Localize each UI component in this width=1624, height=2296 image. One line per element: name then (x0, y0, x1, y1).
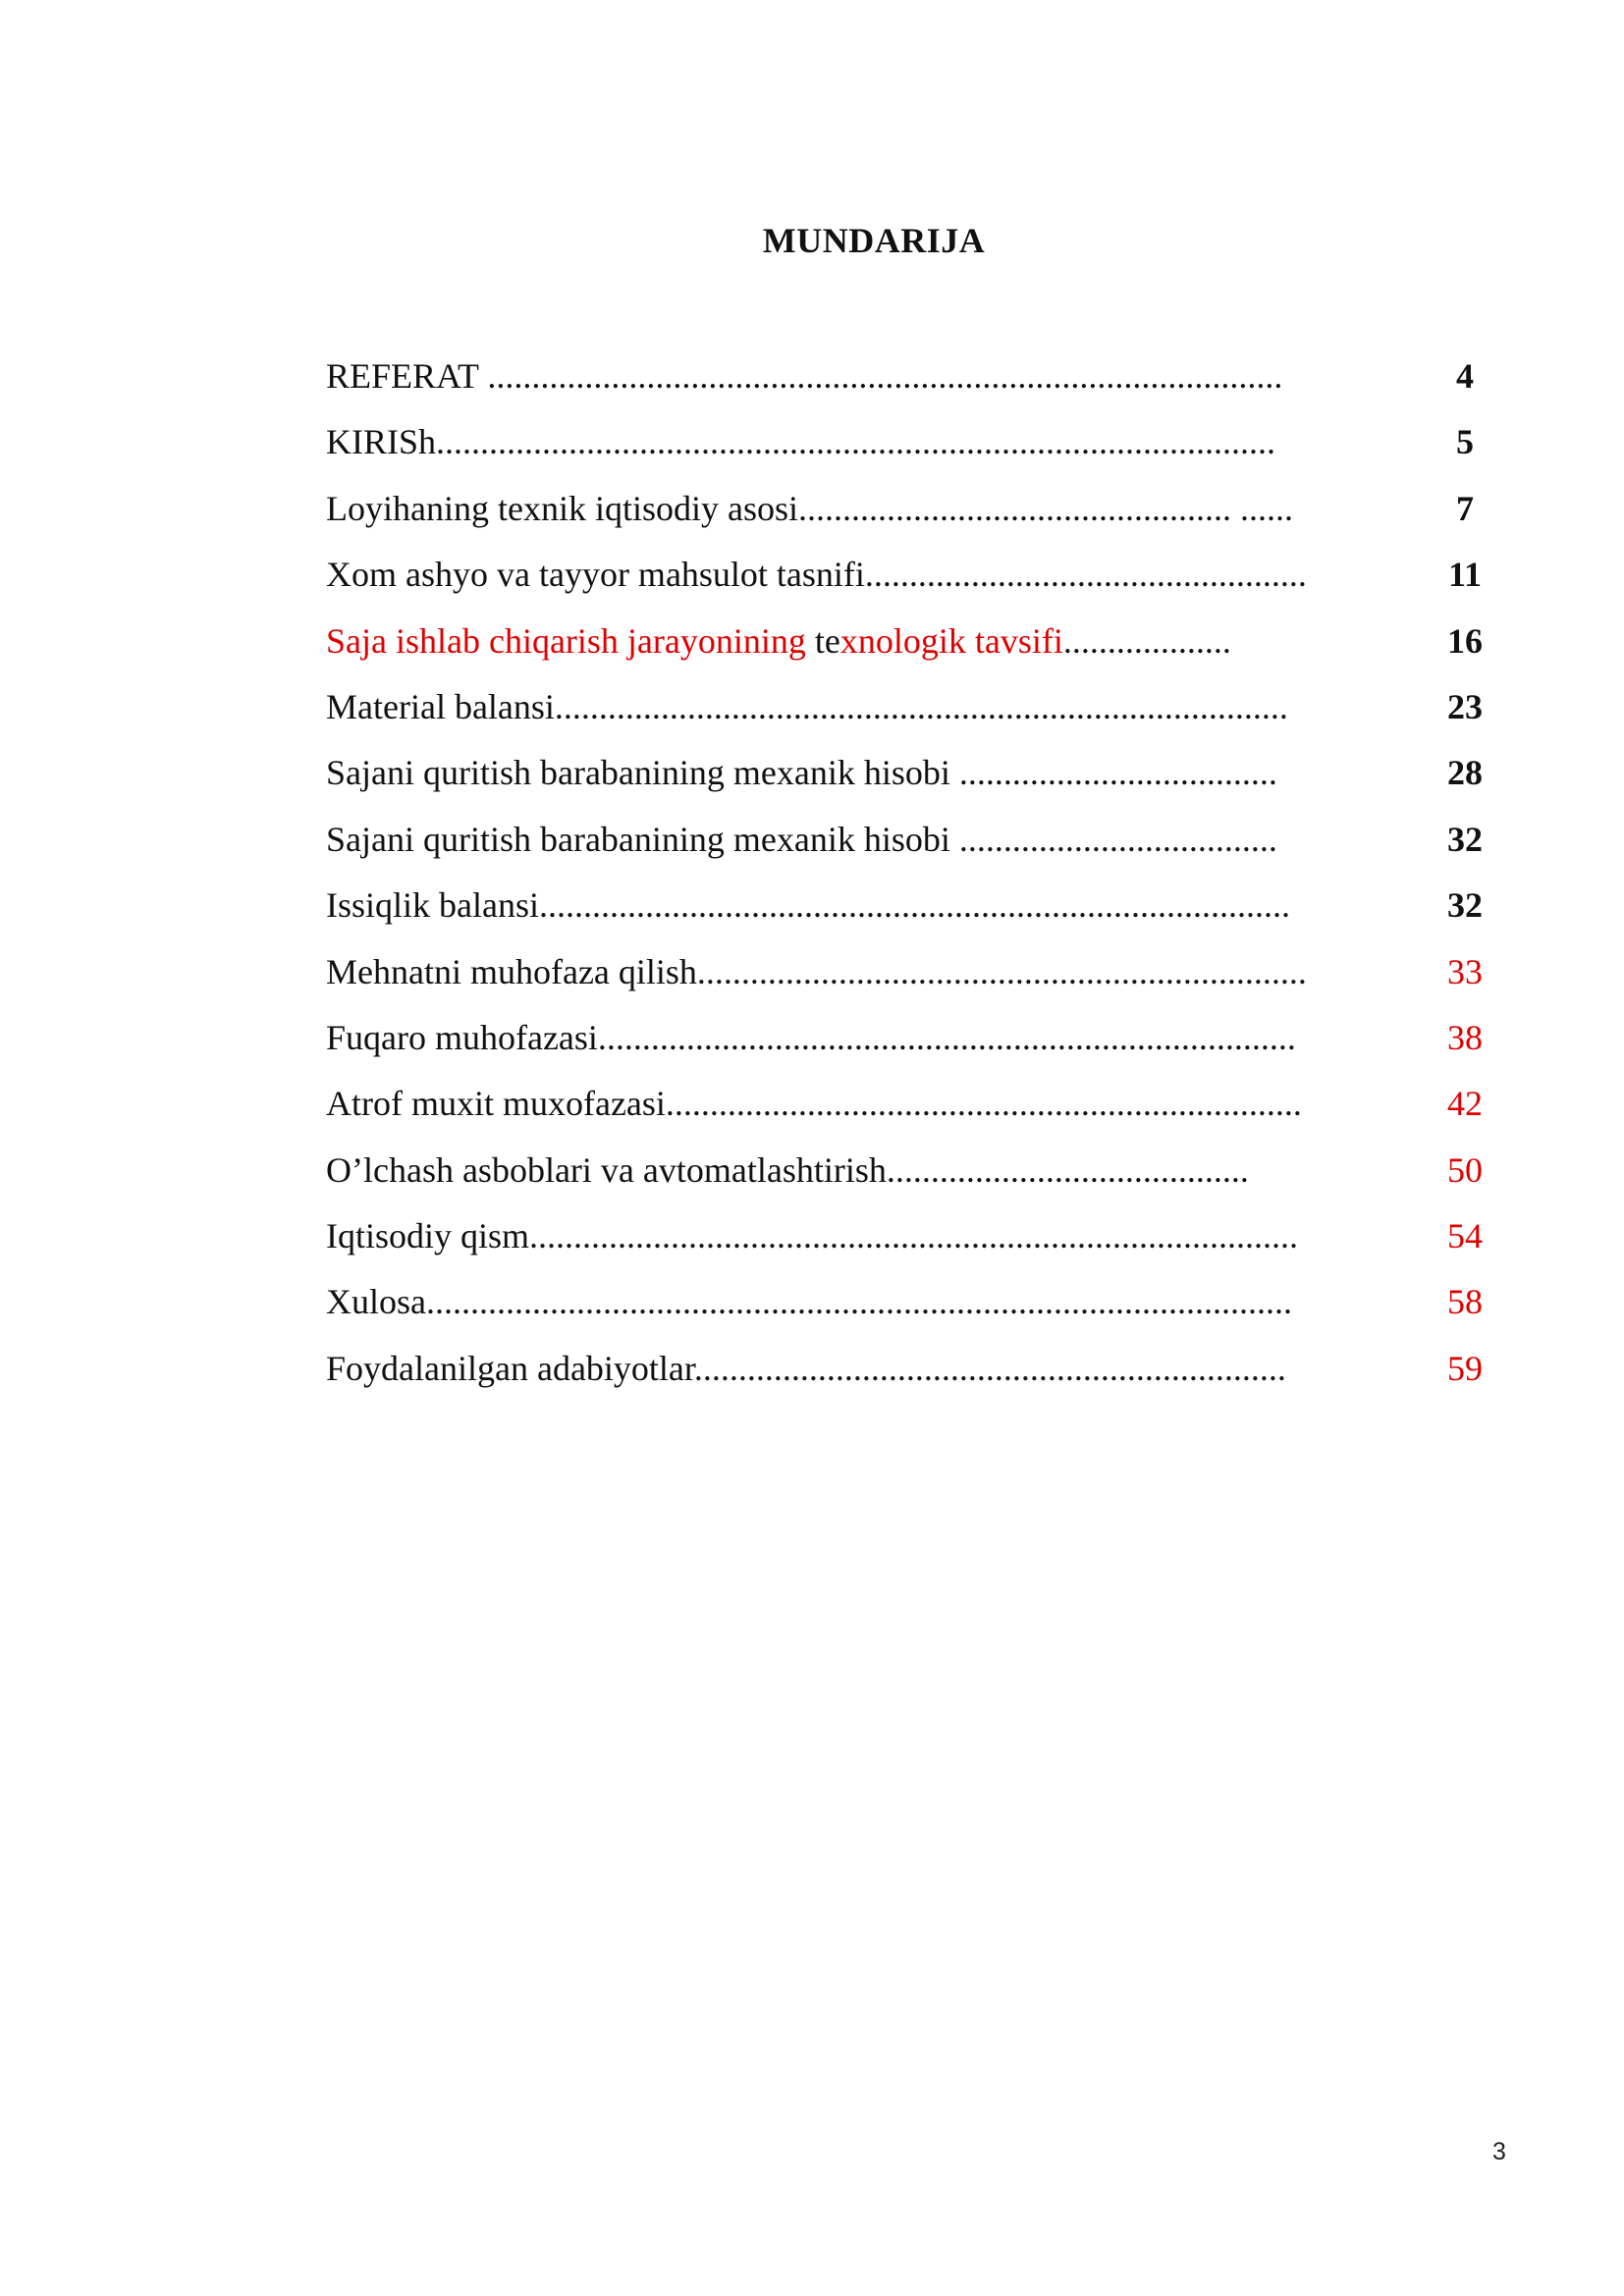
toc-entry (326, 344, 1504, 409)
toc-entry-page: 4 (1456, 356, 1474, 396)
toc-entry-label-segment: REFERAT .......................................................................................... (326, 356, 1283, 396)
toc-entry (326, 873, 1504, 938)
toc-entry-page: 7 (1456, 488, 1474, 528)
toc-entry-page: 58 (1447, 1282, 1483, 1322)
toc-entry (326, 1269, 1504, 1335)
toc-entry-label (326, 344, 1282, 409)
toc-entry-page: 5 (1456, 422, 1474, 462)
toc-entry-label-segment: Atrof muxit muxofazasi........................................................................ (326, 1084, 1302, 1124)
toc-entry-label-segment: Fuqaro muhofazasi............................................................................... (326, 1017, 1296, 1057)
toc-entry-label-segment: KIRISh............................................................................................... (326, 422, 1276, 462)
toc-entry-label (326, 609, 1231, 674)
toc-entry-label (326, 1138, 1249, 1203)
toc-entry (326, 1203, 1504, 1269)
toc-entry-label-segment: xnologik tavsifi (839, 620, 1063, 661)
toc-entry-label (326, 807, 1277, 873)
toc-entry-label (326, 939, 1307, 1005)
toc-entry-label (326, 674, 1288, 740)
toc-entry (326, 476, 1504, 542)
toc-entry-label-segment: ................... (1062, 620, 1231, 661)
toc-entry-label (326, 1005, 1296, 1071)
toc-entry-page: 32 (1447, 819, 1483, 859)
toc-entry (326, 609, 1504, 674)
toc-entry-label-segment: Loyihaning texnik iqtisodiy asosi................................................. ...... (326, 488, 1293, 528)
toc-entry-label (326, 740, 1277, 806)
toc-entry-page: 38 (1447, 1017, 1483, 1057)
toc-entry-label-segment: Xulosa.................................................................................................. (326, 1282, 1292, 1322)
toc-entry-label (326, 1336, 1286, 1402)
toc-entry (326, 409, 1504, 475)
toc-entry-label (326, 409, 1275, 475)
page-title: MUNDARIJA (762, 221, 986, 260)
toc-entry-page: 33 (1447, 951, 1483, 991)
toc-entry-page: 11 (1447, 555, 1482, 595)
toc-entry-label-segment: Iqtisodiy qism....................................................................................... (326, 1216, 1299, 1256)
toc-entry-label (326, 1071, 1302, 1137)
toc-entry-label-segment: Saja ishlab chiqarish jarayonining (326, 620, 815, 661)
toc-entry-page: 23 (1447, 686, 1483, 726)
toc-entry-page: 54 (1447, 1216, 1483, 1256)
toc-entry-label (326, 542, 1307, 608)
toc-entry-label-segment: Foydalanilgan adabiyotlar................................................................... (326, 1348, 1286, 1388)
toc-entry (326, 939, 1504, 1005)
page-number: 3 (1492, 2138, 1506, 2165)
toc-entry-page: 42 (1447, 1084, 1483, 1124)
toc-entry-page: 50 (1447, 1149, 1483, 1190)
toc-entry (326, 740, 1504, 806)
toc-entry-label-segment: O’lchash asboblari va avtomatlashtirish......................................... (326, 1149, 1249, 1190)
toc-entry-label-segment: Sajani quritish barabanining mexanik hisobi .................................... (326, 819, 1277, 859)
toc-entry (326, 674, 1504, 740)
toc-entry (326, 807, 1504, 873)
toc-entry-page: 16 (1447, 620, 1483, 661)
toc-entry (326, 1005, 1504, 1071)
toc-entry-label-segment: te (814, 620, 840, 661)
toc-entry-label-segment: Material balansi................................................................................... (326, 686, 1288, 726)
toc-entry-page: 32 (1447, 885, 1483, 926)
toc-entry (326, 1071, 1504, 1137)
toc-entry-label-segment: Issiqlik balansi..................................................................................... (326, 885, 1290, 926)
toc-entry-label (326, 1203, 1298, 1269)
toc-entry-label (326, 873, 1290, 938)
toc-entry-label-segment: Sajani quritish barabanining mexanik hisobi .................................... (326, 753, 1277, 793)
toc-entry (326, 1138, 1504, 1203)
toc-entry-page: 59 (1447, 1348, 1483, 1388)
toc-entry (326, 542, 1504, 608)
table-of-contents (326, 344, 1504, 1402)
toc-entry-label-segment: Mehnatni muhofaza qilish..................................................................... (326, 951, 1307, 991)
toc-entry-label (326, 476, 1293, 542)
toc-entry-page: 28 (1447, 753, 1483, 793)
toc-entry-label (326, 1269, 1292, 1335)
toc-entry-label-segment: Xom ashyo va tayyor mahsulot tasnifi.................................................. (326, 555, 1307, 595)
toc-entry (326, 1336, 1504, 1402)
